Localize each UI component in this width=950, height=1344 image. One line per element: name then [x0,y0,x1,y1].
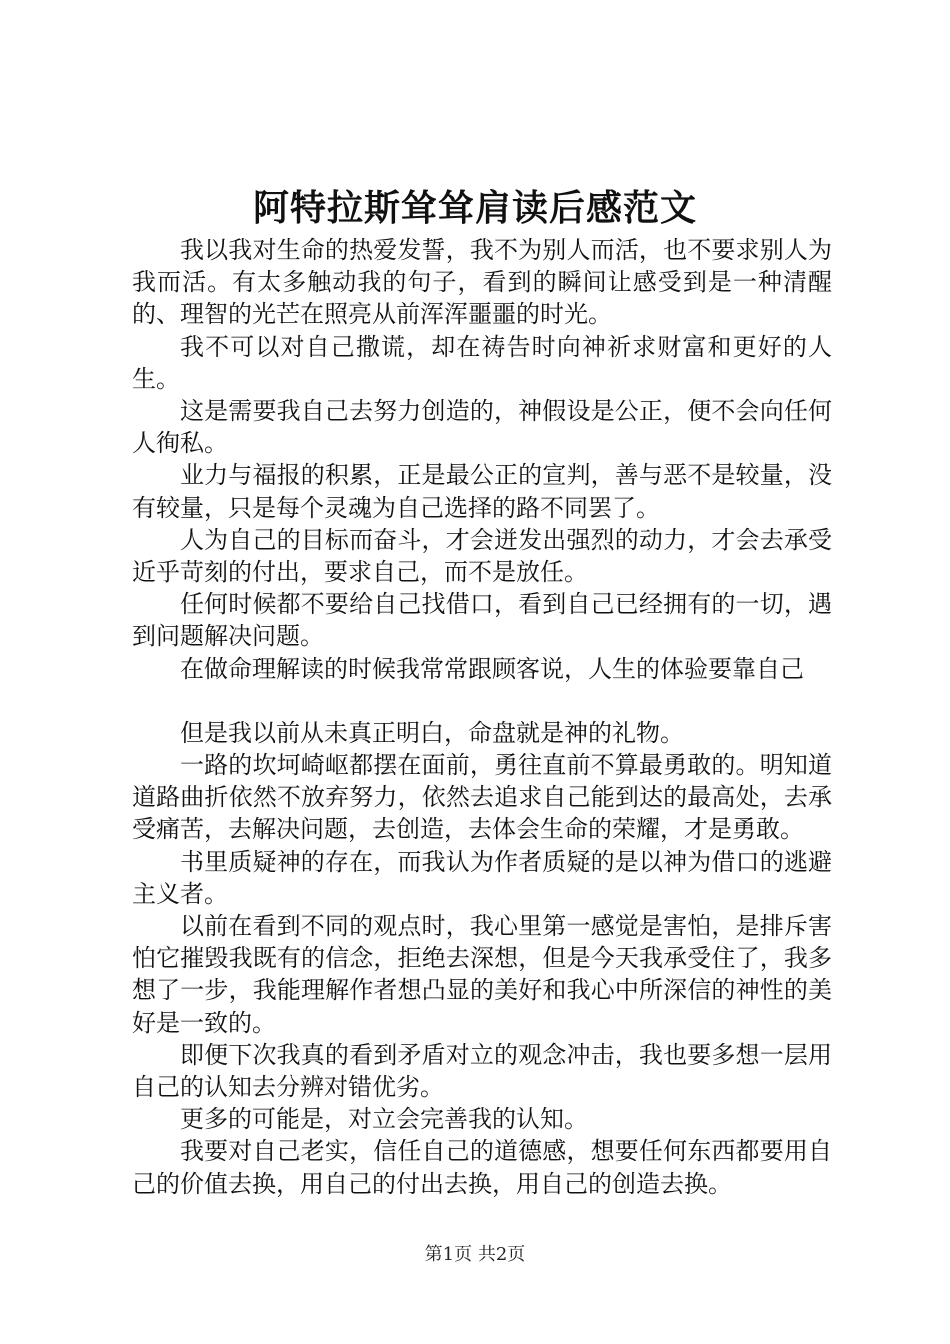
paragraph: 以前在看到不同的观点时，我心里第一感觉是害怕，是排斥害怕它摧毁我既有的信念，拒绝去深想，但是今天我承受住了，我多想了一步，我能理解作者想凸显的美好和我心中所深信的神性的美好是一致的。 [132,912,832,1037]
paragraph: 但是我以前从未真正明白，命盘就是神的礼物。 [180,718,684,747]
paragraph: 这是需要我自己去努力创造的，神假设是公正，便不会向任何人徇私。 [132,397,832,458]
paragraph: 更多的可能是，对立会完善我的认知。 [180,1105,588,1134]
document-title: 阿特拉斯耸耸肩读后感范文 [252,187,697,229]
paragraph: 即便下次我真的看到矛盾对立的观念冲击，我也要多想一层用自己的认知去分辨对错优劣。 [132,1040,832,1102]
paragraph: 我以我对生命的热爱发誓，我不为别人而活，也不要求别人为我而活。有太多触动我的句子，看到的瞬间让感受到是一种清醒的、理智的光芒在照亮从前浑浑噩噩的时光。 [132,236,832,329]
paragraph: 业力与福报的积累，正是最公正的宣判，善与恶不是较量，没有较量，只是每个灵魂为自己选择的路不同罢了。 [132,461,832,522]
document-body [132,234,832,1200]
paragraph: 人为自己的目标而奋斗，才会迸发出强烈的动力，才会去承受近乎苛刻的付出，要求自己，而不是放任。 [132,525,832,587]
paragraph: 我要对自己老实，信任自己的道德感，想要任何东西都要用自己的价值去换，用自己的付出去换，用自己的创造去换。 [132,1137,832,1198]
paragraph: 书里质疑神的存在，而我认为作者质疑的是以神为借口的逃避主义者。 [132,847,832,908]
paragraph: 任何时候都不要给自己找借口，看到自己已经拥有的一切，遇到问题解决问题。 [132,590,832,651]
paragraph: 一路的坎坷崎岖都摆在面前，勇往直前不算最勇敢的。明知道道路曲折依然不放弃努力，依然去追求自己能到达的最高处，去承受痛苦，去解决问题，去创造，去体会生命的荣耀，才是勇敢。 [132,751,832,844]
paragraph: 我不可以对自己撒谎，却在祷告时向神祈求财富和更好的人生。 [132,332,832,393]
paragraph: 在做命理解读的时候我常常跟顾客说，人生的体验要靠自己 [180,654,804,683]
page-footer: 第1页 共2页 [424,1244,526,1265]
